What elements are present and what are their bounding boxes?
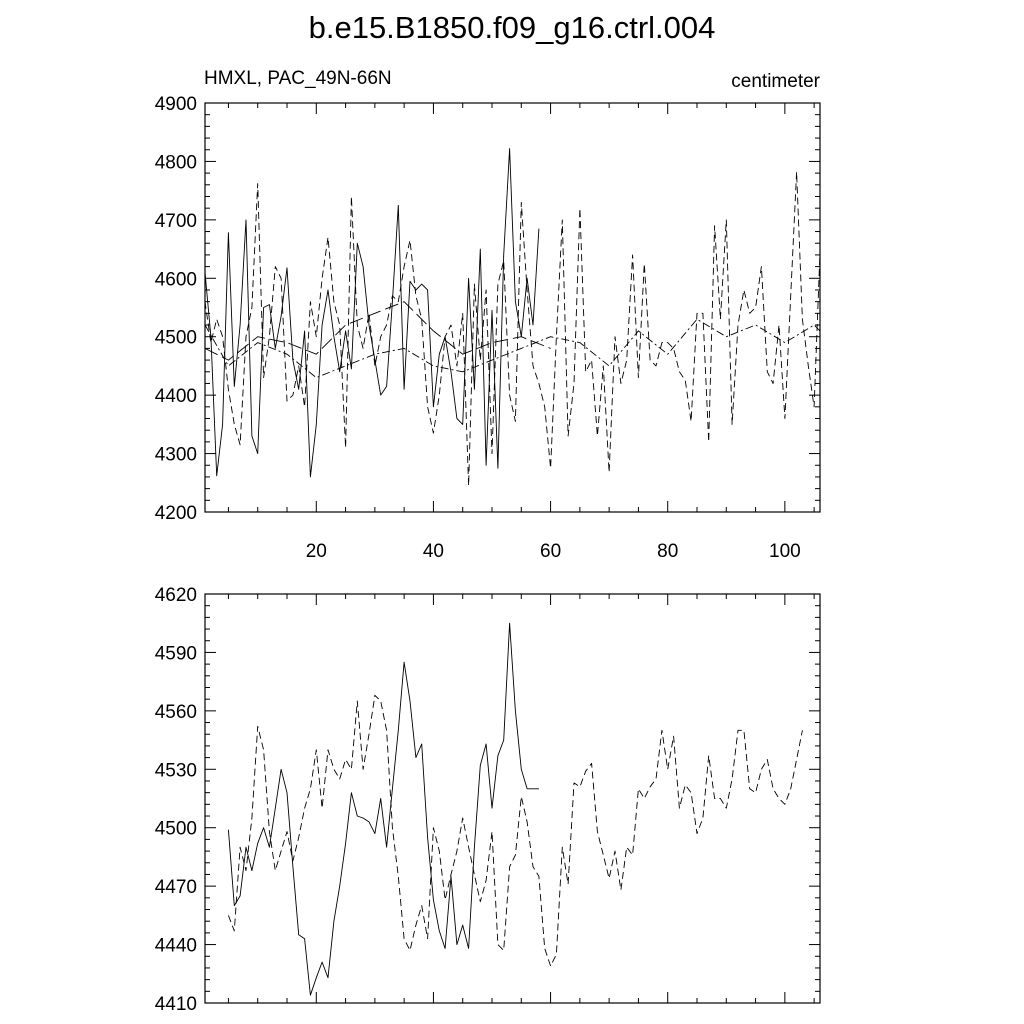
bottom-y-tick-label: 4470 [154, 877, 197, 899]
top-x-tick-label: 80 [657, 541, 679, 562]
bottom-y-tick-label: 4500 [154, 818, 197, 840]
bottom-y-tick-label: 4530 [154, 760, 197, 782]
bottom-y-tick-label: 4590 [154, 643, 197, 665]
top-y-tick-label: 4400 [154, 386, 197, 408]
top-panel-units-label: centimeter [731, 71, 820, 92]
top-y-tick-label: 4800 [154, 152, 197, 174]
top-x-tick-label: 100 [769, 541, 801, 562]
top-panel-variable-label: HMXL, PAC_49N-66N [204, 68, 392, 89]
top-x-tick-label: 40 [422, 541, 444, 562]
top-x-tick-label: 20 [305, 541, 327, 562]
bottom-series-line-1 [228, 623, 539, 995]
bottom-y-tick-label: 4560 [154, 701, 197, 723]
top-y-tick-label: 4600 [154, 269, 197, 291]
bottom-y-tick-label: 4620 [154, 585, 197, 606]
bottom-y-tick-label: 4410 [154, 994, 197, 1015]
top-series-line-1 [205, 149, 539, 477]
bottom-panel [155, 585, 820, 1015]
top-y-tick-label: 4900 [154, 94, 197, 115]
figure-title: b.e15.B1850.f09_g16.ctrl.004 [308, 10, 716, 45]
top-y-tick-label: 4200 [154, 503, 197, 524]
top-panel [155, 68, 821, 562]
top-x-tick-label: 60 [540, 541, 562, 562]
top-y-tick-label: 4300 [154, 444, 197, 466]
bottom-series-line-2 [228, 695, 802, 966]
bottom-y-tick-label: 4440 [154, 935, 197, 957]
top-panel-plot-frame [205, 103, 820, 512]
bottom-panel-plot-frame [205, 594, 820, 1003]
top-y-tick-label: 4500 [154, 327, 197, 349]
top-series-line-3 [205, 319, 820, 377]
top-y-tick-label: 4700 [154, 210, 197, 232]
